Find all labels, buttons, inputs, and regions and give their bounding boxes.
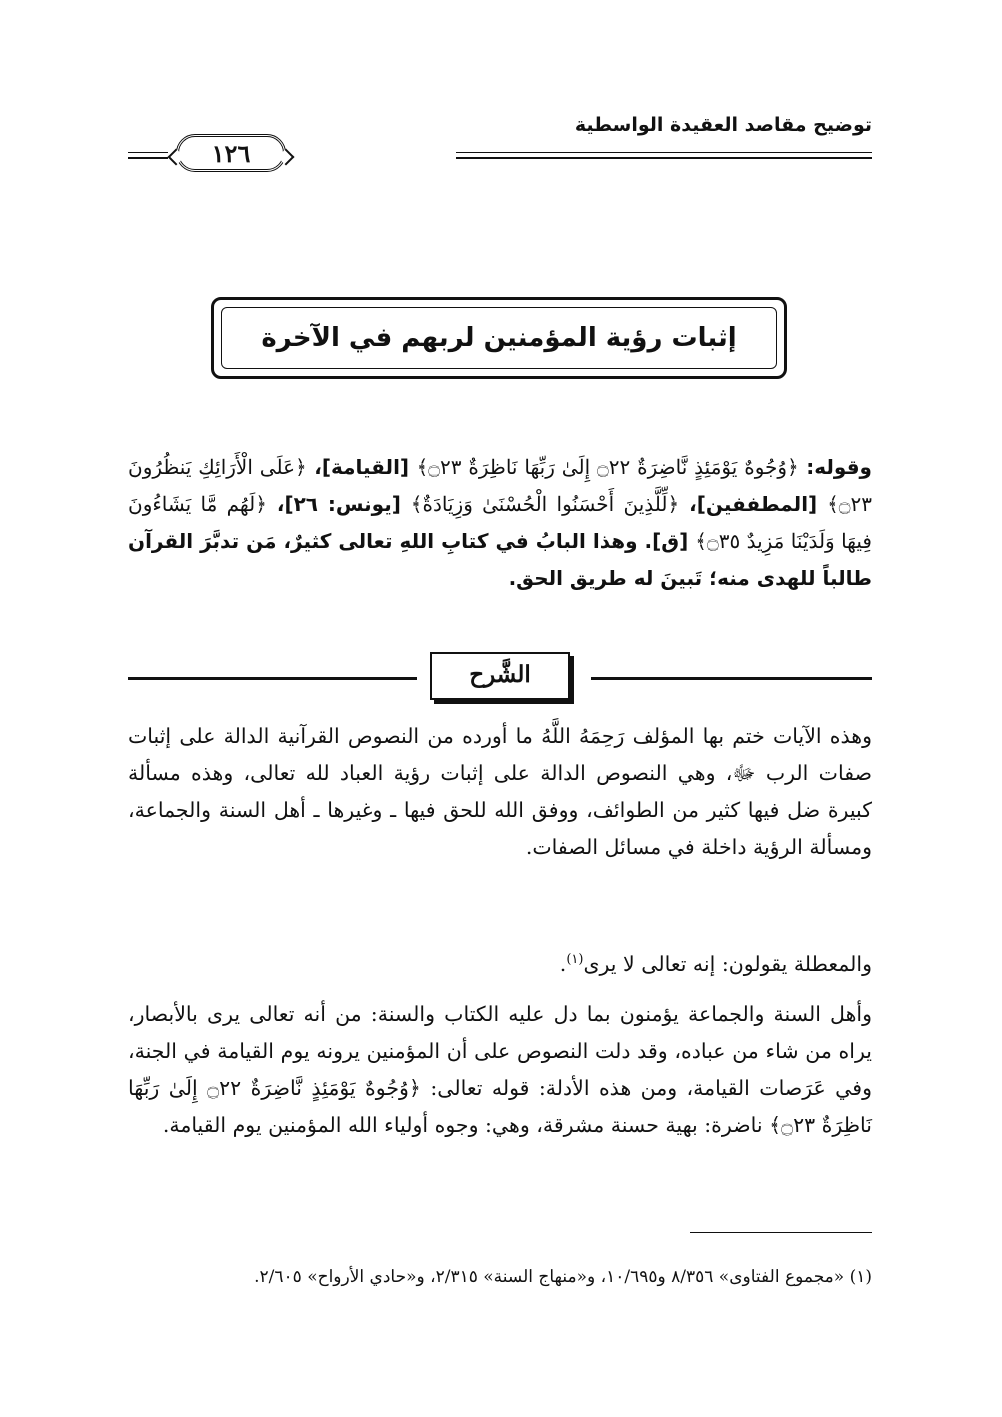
book-title: توضيح مقاصد العقيدة الواسطية [574,114,872,136]
chapter-title: إثبات رؤية المؤمنين لربهم في الآخرة [261,323,737,353]
quran-verse-mutaffifin: ﴿عَلَى الْأَرَائِكِ يَنظُرُونَ ۝٢٣﴾ [128,455,872,516]
paragraph-3-end: ناضرة: بهية حسنة مشرقة، وهي: وجوه أولياء الله المؤمنين يوم القيامة. [162,1113,770,1137]
sharh-divider-right [591,677,872,680]
surah-ref-mutaffifin: [المطففين]، [679,492,828,516]
paragraph-1: وهذه الآيات ختم بها المؤلف رَحِمَهُ اللَّهُ ما أورده من النصوص القرآنية الدالة على إثبات صفات الرب ﷻ، وهي النصوص الدالة على إثبات رؤية العباد لله تعالى، وهذه مسألة كبيرة ضل فيها كثير من الطوائف، ووفق الله للحق فيها ـ وغيرها ـ أهل السنة والجماعة، ومسألة الرؤية داخلة في مسائل الصفات. [128,724,872,859]
paragraph-3 [128,996,872,1144]
matn-quote [128,449,872,597]
quote-intro: وقوله: [798,455,872,479]
header-rule-right [456,152,872,159]
surah-ref-yunus: [يونس: ٢٦]، [266,492,411,516]
paragraph-2-end: . [559,951,567,976]
chapter-title-frame [211,297,787,379]
quran-verse-qaf: ﴿لَهُم مَّا يَشَاءُونَ فِيهَا وَلَدَيْنَا مَزِيدٌ ۝٣٥﴾ [128,492,872,553]
running-header [128,108,872,168]
footnote-separator [690,1232,872,1233]
sharh-heading: الشَّرح [430,652,570,700]
surah-ref-qiyamah: [القيامة]، [306,455,417,479]
paragraph-3-text: وأهل السنة والجماعة يؤمنون بما دل عليه الكتاب والسنة: من أنه تعالى يرى بالأبصار، يراه من شاء من عباده، وقد دلت النصوص على أن المؤمنين يرونه يوم القيامة في الجنة، وفي عَرَصات القيامة، ومن هذه الأدلة: قوله تعالى: [128,1002,872,1100]
page-number: ١٢٦ [176,134,286,172]
surah-ref-qaf: [ق]. [637,529,696,553]
paragraph-2-text: والمعطلة يقولون: إنه تعالى لا يرى [583,951,872,976]
quran-verse-yunus: ﴿لِّلَّذِينَ أَحْسَنُوا الْحُسْنَىٰ وَزِيَادَةٌ﴾ [410,492,680,516]
footnote-1: (١) «مجموع الفتاوى» ٨/٣٥٦ و١٠/٦٩٥، و«منهاج السنة» ٢/٣١٥، و«حادي الأرواح» ٢/٦٠٥. [254,1267,872,1287]
quran-verse-qiyamah: ﴿وُجُوهٌ يَوْمَئِذٍ نَّاضِرَةٌ ۝٢٢ إِلَىٰ رَبِّهَا نَاظِرَةٌ ۝٢٣﴾ [416,455,799,479]
paragraph-2 [128,941,872,983]
quote-closing: وهذا البابُ في كتابِ اللهِ تعالى كثيرٌ، مَن تدبَّرَ القرآن طالباً للهدى منه؛ تَبينَ له طريق الحق. [128,529,872,590]
sharh-divider-left [128,677,417,680]
header-rule-left [128,152,168,159]
quran-verse-inline: ﴿وُجُوهٌ يَوْمَئِذٍ نَّاضِرَةٌ ۝٢٢ إِلَىٰ رَبِّهَا نَاظِرَةٌ ۝٢٣﴾ [128,1076,872,1137]
footnote-ref-1: (١) [566,952,584,967]
